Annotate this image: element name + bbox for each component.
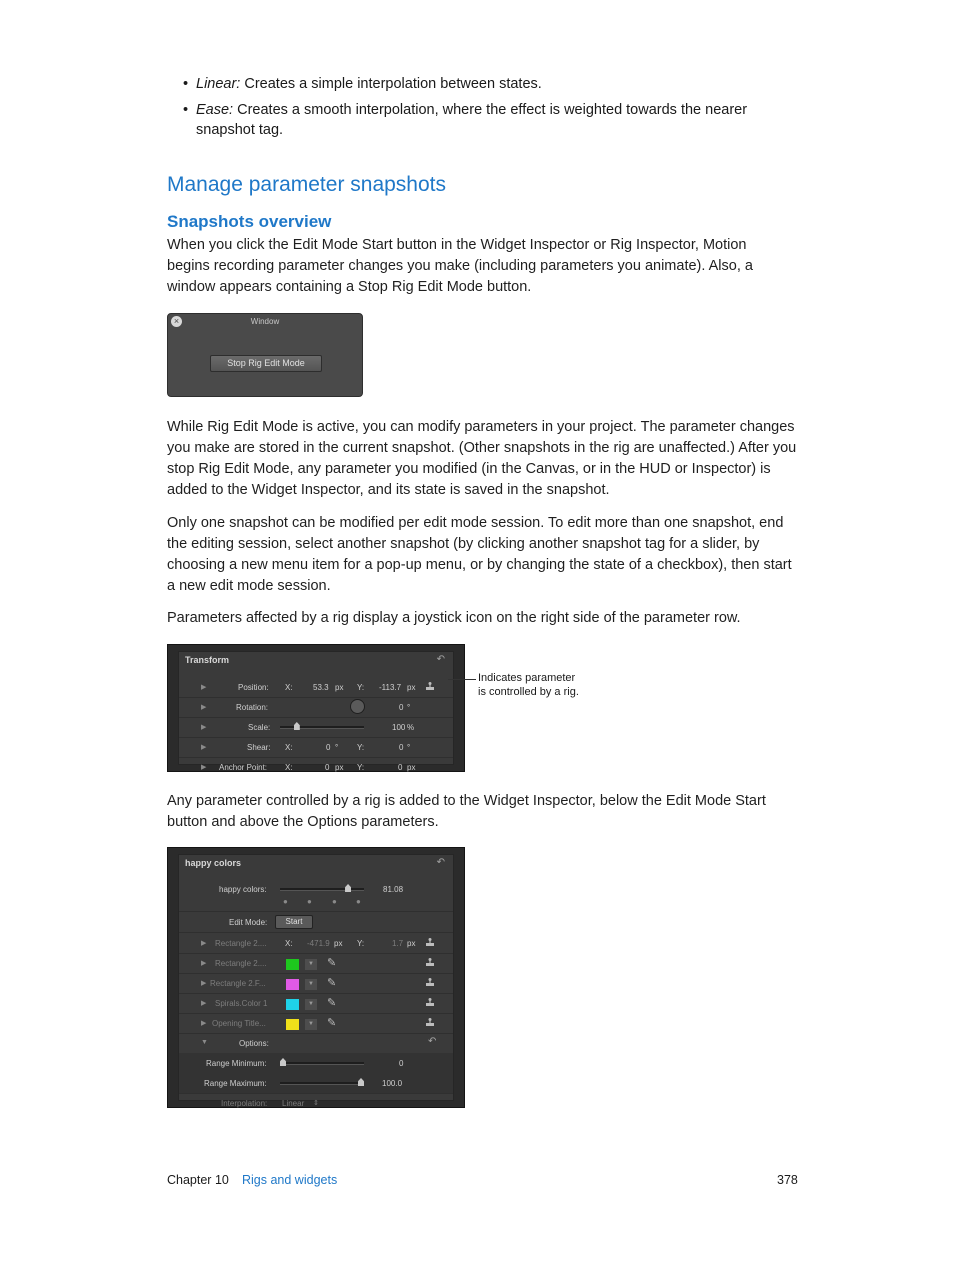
y-unit: px — [407, 939, 416, 948]
scale-value[interactable]: 100 — [392, 723, 406, 732]
callout-line-2: is controlled by a rig. — [478, 686, 579, 698]
chevron-down-icon[interactable]: ▼ — [305, 999, 317, 1010]
disclosure-triangle-icon[interactable]: ▶ — [201, 960, 207, 967]
x-unit: px — [335, 763, 344, 772]
options-label: Options: — [239, 1039, 269, 1048]
joystick-icon — [426, 1018, 434, 1028]
disclosure-triangle-icon[interactable]: ▶ — [201, 980, 207, 987]
reset-icon[interactable]: ↶ — [436, 654, 445, 665]
y-label: Y: — [357, 683, 365, 692]
color-swatch[interactable] — [286, 959, 299, 970]
bullet-ease — [183, 100, 783, 142]
x-value[interactable]: 0 — [326, 743, 331, 752]
edit-mode-row — [179, 912, 453, 933]
color-swatch[interactable] — [286, 979, 299, 990]
scale-slider[interactable] — [280, 726, 364, 729]
stop-rig-edit-mode-button[interactable]: Stop Rig Edit Mode — [210, 355, 322, 372]
joystick-icon — [426, 682, 434, 692]
bullet-dot: • — [183, 76, 189, 92]
disclosure-triangle-icon[interactable]: ▶ — [201, 764, 207, 771]
widget-slider-row — [179, 877, 453, 912]
chevron-down-icon[interactable]: ▼ — [305, 1019, 317, 1030]
param-row-scale — [179, 717, 453, 738]
y-label: Y: — [357, 743, 365, 752]
window-title: Window — [250, 317, 280, 326]
range-min-label: Range Minimum: — [206, 1059, 267, 1068]
eyedropper-icon[interactable]: ✎ — [327, 957, 337, 969]
param-label: Position: — [238, 683, 269, 692]
eyedropper-icon[interactable]: ✎ — [327, 997, 337, 1009]
bullet-term: Ease: — [196, 102, 234, 118]
slider-thumb[interactable] — [345, 884, 351, 892]
param-row-anchor-point — [179, 757, 453, 777]
param-row-position — [179, 677, 453, 698]
bullet-term: Linear: — [196, 76, 241, 92]
param-row-color-1 — [179, 953, 453, 974]
param-label: Shear: — [247, 743, 271, 752]
x-unit: px — [335, 683, 344, 692]
disclosure-triangle-icon[interactable]: ▶ — [201, 744, 207, 751]
subsection-title: Snapshots overview — [167, 212, 332, 231]
callout-leader-line — [448, 679, 476, 680]
x-value[interactable]: -471.9 — [307, 939, 330, 948]
color-swatch[interactable] — [286, 1019, 299, 1030]
joystick-icon — [426, 998, 434, 1008]
range-max-row — [179, 1073, 453, 1094]
reset-icon[interactable]: ↶ — [436, 857, 445, 868]
param-row-color-3 — [179, 993, 453, 1014]
paragraph-one-snapshot: Only one snapshot can be modified per edit mode session. To edit more than one snapshot, end the editing session, select another snapshot (by clicking another snapshot tag for a slider, by choosing a new menu item for a pop-up menu, or by changing the state of a checkbox), then start a new edit mode session. — [167, 515, 792, 594]
range-max-value[interactable]: 100.0 — [382, 1079, 403, 1088]
chevron-down-icon[interactable]: ▼ — [305, 979, 317, 990]
y-value[interactable]: -113.7 — [379, 683, 402, 692]
param-label: Rectangle 2.... — [215, 939, 267, 948]
bullet-text: Creates a smooth interpolation, where the effect is weighted towards the nearer snapshot tag. — [196, 102, 748, 138]
param-label: Rectangle 2.... — [215, 959, 267, 968]
panel-title: Transform — [185, 655, 230, 665]
disclosure-triangle-open-icon[interactable]: ▼ — [201, 1039, 208, 1046]
param-label: Anchor Point: — [219, 763, 268, 772]
section-title: Manage parameter snapshots — [167, 173, 446, 196]
snapshot-tag-icon[interactable]: ● — [332, 897, 337, 906]
snapshot-tag-icon[interactable]: ● — [307, 897, 312, 906]
widget-slider[interactable] — [280, 888, 364, 891]
param-row-shear — [179, 737, 453, 758]
callout-line-1: Indicates parameter — [478, 672, 576, 684]
y-label: Y: — [357, 763, 365, 772]
footer-chapter: Chapter 10 — [167, 1173, 229, 1187]
transform-inspector — [167, 644, 465, 772]
widget-inspector — [167, 847, 465, 1108]
range-max-label: Range Maximum: — [204, 1079, 267, 1088]
page-number: 378 — [777, 1173, 798, 1187]
x-label: X: — [285, 939, 293, 948]
disclosure-triangle-icon[interactable]: ▶ — [201, 1020, 207, 1027]
close-icon[interactable]: × — [171, 316, 182, 327]
param-label: Spirals.Color 1 — [215, 999, 268, 1008]
bullet-dot: • — [183, 102, 189, 118]
paragraph-rig-edit: While Rig Edit Mode is active, you can modify parameters in your project. The parameter changes you make are stored in the current snapshot. (Other snapshots in the rig are unaffected.) After you stop Rig Edit Mode, any parameter you modified (in the Canvas, or in the HUD or Inspector) is added to the Widget Inspector, and its state is saved in the snapshot. — [167, 419, 797, 498]
panel-title: happy colors — [185, 858, 242, 868]
snapshot-tag-icon[interactable]: ● — [356, 897, 361, 906]
disclosure-triangle-icon[interactable]: ▶ — [201, 724, 207, 731]
range-min-value[interactable]: 0 — [399, 1059, 404, 1068]
x-value[interactable]: 53.3 — [313, 683, 329, 692]
callout-label — [478, 671, 608, 699]
param-row-color-4 — [179, 1013, 453, 1034]
slider-thumb[interactable] — [280, 1058, 286, 1066]
y-value[interactable]: 1.7 — [392, 939, 404, 948]
disclosure-triangle-icon[interactable]: ▶ — [201, 704, 207, 711]
joystick-icon — [426, 938, 434, 948]
stop-rig-window — [167, 313, 363, 397]
param-label: Opening Title... — [212, 1019, 266, 1028]
eyedropper-icon[interactable]: ✎ — [327, 1017, 337, 1029]
rotation-value[interactable]: 0 — [399, 703, 404, 712]
x-label: X: — [285, 743, 293, 752]
slider-thumb[interactable] — [358, 1078, 364, 1086]
param-row-rotation — [179, 697, 453, 718]
range-min-row — [179, 1053, 453, 1074]
color-swatch[interactable] — [286, 999, 299, 1010]
snapshot-tag-icon[interactable]: ● — [283, 897, 288, 906]
rotation-unit: ° — [407, 703, 411, 712]
y-label: Y: — [357, 939, 365, 948]
rotation-dial[interactable] — [350, 699, 365, 714]
y-unit: ° — [407, 743, 411, 752]
eyedropper-icon[interactable]: ✎ — [327, 977, 337, 989]
paragraph-joystick: Parameters affected by a rig display a joystick icon on the right side of the parameter row. — [167, 610, 741, 626]
updown-arrows-icon: ⇕ — [313, 1100, 319, 1107]
interpolation-popup[interactable]: Linear — [282, 1099, 305, 1108]
x-value[interactable]: 0 — [325, 763, 330, 772]
y-value[interactable]: 0 — [399, 743, 404, 752]
range-max-slider[interactable] — [280, 1082, 364, 1085]
x-unit: px — [334, 939, 343, 948]
widget-slider-value[interactable]: 81.08 — [383, 885, 404, 894]
y-unit: px — [407, 763, 416, 772]
y-value[interactable]: 0 — [398, 763, 403, 772]
x-unit: ° — [335, 743, 339, 752]
chevron-down-icon[interactable]: ▼ — [305, 959, 317, 970]
range-min-slider[interactable] — [280, 1062, 364, 1065]
footer-chapter-title[interactable]: Rigs and widgets — [242, 1173, 338, 1187]
paragraph-widget: Any parameter controlled by a rig is added to the Widget Inspector, below the Edit Mode Start button and above the Options parameters. — [167, 793, 766, 830]
param-label: Rectangle 2.F... — [210, 979, 266, 988]
interpolation-label: Interpolation: — [221, 1099, 268, 1108]
scale-unit: % — [407, 723, 415, 732]
param-label: Rotation: — [236, 703, 269, 712]
param-row-rect1 — [179, 933, 453, 954]
paragraph-intro: When you click the Edit Mode Start button in the Widget Inspector or Rig Inspector, Motion begins recording parameter changes you make (including parameters you animate). Also, a window appears containing a Stop Rig Edit Mode button. — [167, 237, 753, 295]
edit-mode-label: Edit Mode: — [229, 918, 268, 927]
joystick-icon — [426, 958, 434, 968]
slider-thumb[interactable] — [294, 722, 300, 730]
reset-icon[interactable]: ↶ — [428, 1036, 437, 1047]
interpolation-row — [179, 1093, 453, 1113]
edit-mode-start-button[interactable]: Start — [275, 915, 313, 929]
x-label: X: — [285, 683, 293, 692]
joystick-icon — [426, 978, 434, 988]
bullet-text: Creates a simple interpolation between states. — [240, 76, 542, 92]
disclosure-triangle-icon[interactable]: ▶ — [201, 684, 207, 691]
options-row — [179, 1033, 453, 1054]
param-row-color-2 — [179, 973, 453, 994]
y-unit: px — [407, 683, 416, 692]
disclosure-triangle-icon[interactable]: ▶ — [201, 1000, 207, 1007]
disclosure-triangle-icon[interactable]: ▶ — [201, 940, 207, 947]
x-label: X: — [285, 763, 293, 772]
widget-slider-label: happy colors: — [219, 885, 267, 894]
param-label: Scale: — [248, 723, 271, 732]
